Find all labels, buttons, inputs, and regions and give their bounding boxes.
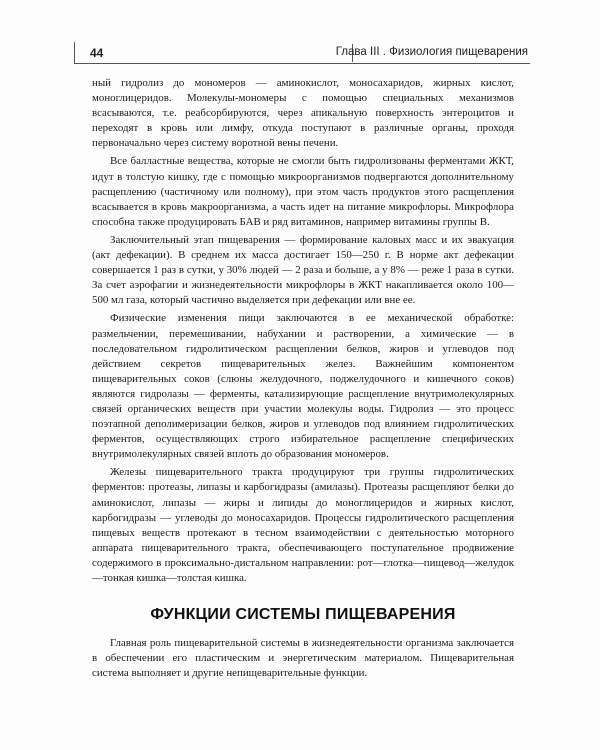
paragraph-final-stage: Заключительный этап пищеварения — формирование каловых масс и их эвакуация (акт дефекации). В среднем их масса достигает 150—250 г. В норме акт дефекации совершается 1 раз в сутки, у 30% людей — 2 раза и больше, а у 8% — реже 1 раза в сутки. За счет аэрофагии и жизнедеятельности микрофлоры в ЖКТ накапливается около 100—500 мл газа, который частично выделяется при дефекации или вне ее. — [92, 233, 514, 307]
paragraph-ballast-substances: Все балластные вещества, которые не смогли быть гидролизованы ферментами ЖКТ, идут в толстую кишку, где с помощью микроорганизмов подвергаются дополнительному расщеплению (частичному или полному), при этом часть продуктов этого расщепления всасывается в кровь макроорганизма, а часть идет на питание микрофлоры. Микрофлора способна также продуцировать БАВ и ряд витаминов, например витамины группы В. — [92, 155, 514, 228]
page-number: 44 — [90, 46, 104, 60]
paragraph-continuation: ный гидролиз до мономеров — аминокислот, моносахаридов, жирных кислот, моноглицеридов. Молекулы-мономеры с помощью специальных механизмов всасываются, т.е. реабсорбируются, через апикальную поверхность энтероцитов и переходят в кровь или лимфу, откуда поступают в различные органы, проходя первоначально через систему воротной вены печени. — [92, 77, 514, 150]
page-body — [92, 76, 514, 684]
paragraph-main-role: Главная роль пищеварительной системы в жизнедеятельности организма заключается в обеспечении его пластическим и энергетическим материалом. Пищеварительная система выполняет и другие непищеварительные функции. — [92, 637, 514, 680]
section-title: ФУНКЦИИ СИСТЕМЫ ПИЩЕВАРЕНИЯ — [150, 606, 456, 624]
running-head: Глава III . Физиология пищеварения — [335, 46, 528, 58]
header-rule — [74, 63, 530, 64]
page-header — [74, 42, 530, 62]
header-left-border — [74, 42, 75, 63]
paragraph-enzyme-groups: Железы пищеварительного тракта продуцируют три группы гидролитических ферментов: протеазы, липазы и карбогидразы (амилазы). Протеазы расщепляют белки до аминокислот, липазы — жиры и липиды до моноглицеридов и жирных кислот, карбогидразы — углеводы до моносахаридов. Процессы гидролитического расщепления пищевых веществ протекают в тесном взаимодействии с деятельностью моторного аппарата пищеварительного тракта, обеспечивающего поступательное продвижение содержимого в проксимально-дистальном направлении: рот—глотка—пищевод—желудок—тонкая кишка—толстая кишка. — [92, 466, 514, 584]
paragraph-physical-changes: Физические изменения пищи заключаются в ее механической обработке: размельчении, перемешивании, набухании и растворении, а химические — в последовательном гидролитическом расщеплении белков, жиров и углеводов под действием секретов пищеварительных желез. Важнейшим компонентом пищеварительных соков (слюны желудочного, поджелудочного и кишечного соков) являются гидролазы — ферменты, катализирующие расщепление внутримолекулярных связей органических веществ при участии молекулы воды. Гидролиз — это процесс поэтапной деполимеризации белков, жиров и углеводов под влиянием гидролитических ферментов, осуществляющих строго избирательное расщепление специфических внутримолекулярных связей вплоть до образования мономеров. — [92, 312, 514, 461]
